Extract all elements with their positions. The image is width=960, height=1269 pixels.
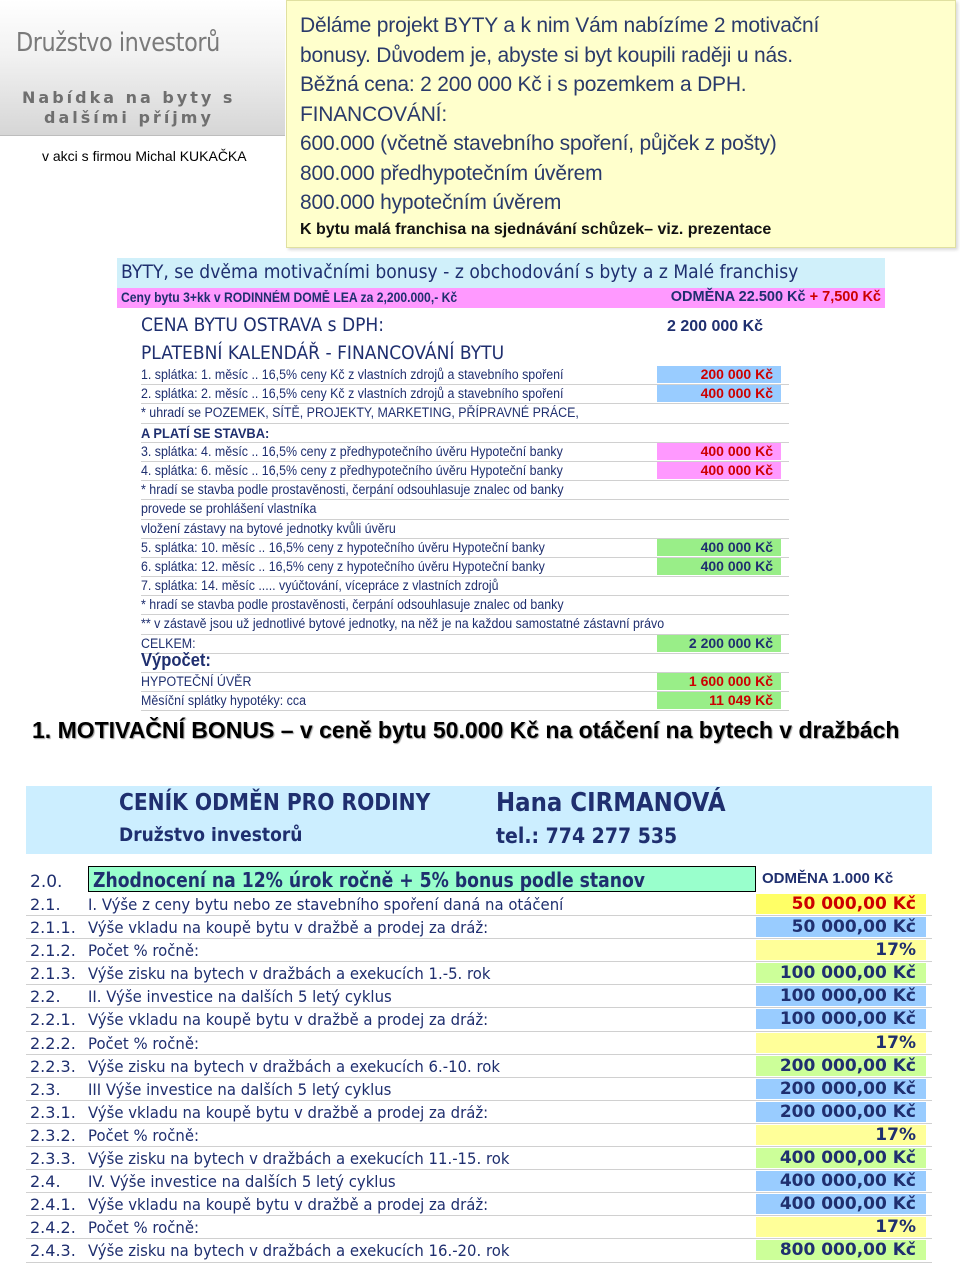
row-label: CELKEM: [141, 635, 196, 651]
table-row [141, 558, 789, 577]
sheet1-rows [141, 366, 789, 711]
info-box [286, 0, 956, 248]
row-label: 1. splátka: 1. měsíc .. 16,5% ceny Kč z vlastních zdrojů a stavebního spoření [141, 367, 564, 382]
row-value: 400 000 Kč [657, 558, 781, 575]
row-value: 17% [756, 1217, 926, 1237]
bonus-heading: 1. MOTIVAČNÍ BONUS – v ceně bytu 50.000 Kč na otáčení na bytech v dražbách [32, 717, 900, 743]
row-label: Počet % ročně: [88, 1033, 199, 1053]
table-row [26, 962, 932, 985]
sheet2-person: Hana CIRMANOVÁ [496, 788, 726, 818]
row-label: 5. splátka: 10. měsíc .. 16,5% ceny z hypotečního úvěru Hypoteční banky [141, 539, 545, 555]
row-label: Počet % ročně: [88, 941, 199, 961]
table-row [26, 985, 932, 1008]
row-value: 50 000,00 Kč [756, 917, 926, 937]
row-value: 17% [756, 1125, 926, 1145]
row-label: III Výše investice na dalších 5 letý cyklus [88, 1079, 392, 1099]
sheet1-price-value: 2 200 000 Kč [667, 318, 764, 335]
table-row [26, 1008, 932, 1031]
info-line-6: 800.000 předhypotečním úvěrem [300, 161, 603, 185]
row-value: 800 000,00 Kč [756, 1240, 926, 1260]
row-label: 7. splátka: 14. měsíc ..... vyúčtování, vícepráce z vlastních zdrojů [141, 578, 499, 594]
row-label: vložení zástavy na bytové jednotky kvůli úvěru [141, 520, 396, 536]
row-label: IV. Výše investice na dalších 5 letý cyklus [88, 1172, 396, 1192]
row-label: Měsíční splátky hypotéky: cca [141, 693, 306, 709]
row-number: 2.2.3. [30, 1056, 76, 1076]
row-number: 2.2.2. [30, 1033, 76, 1053]
row-number: 2.3.2. [30, 1125, 76, 1145]
row-label: Výše zisku na bytech v dražbách a exekucích 6.-10. rok [88, 1056, 501, 1076]
row-label: Počet % ročně: [88, 1218, 199, 1238]
sheet2-section-num: 2.0. [30, 872, 63, 892]
sheet2-subtitle: Družstvo investorů [119, 824, 303, 846]
table-row [141, 649, 789, 673]
table-row [26, 1216, 932, 1239]
row-value: 400 000,00 Kč [756, 1148, 926, 1168]
table-row [26, 1078, 932, 1101]
row-number: 2.3.3. [30, 1149, 76, 1169]
row-label: 3. splátka: 4. měsíc .. 16,5% ceny z předhypotečního úvěru Hypoteční banky [141, 443, 563, 459]
row-label: * hradí se stavba podle prostavěnosti, čerpání odsouhlasuje znalec od banky [141, 482, 564, 498]
sheet2-rows [26, 893, 932, 1263]
table-row [141, 520, 789, 539]
table-row [26, 1101, 932, 1124]
row-number: 2.2.1. [30, 1010, 76, 1030]
row-number: 2.3.1. [30, 1102, 76, 1122]
row-label: Výše zisku na bytech v dražbách a exekucích 1.-5. rok [88, 964, 491, 984]
row-label: Počet % ročně: [88, 1125, 199, 1145]
company-logo [0, 0, 285, 136]
row-label: Výše vkladu na koupě bytu v dražbě a prodej za dráž: [88, 1010, 489, 1030]
row-number: 2.4.1. [30, 1195, 76, 1215]
sheet2-section-title: Zhodnocení na 12% úrok ročně + 5% bonus podle stanov [93, 868, 646, 892]
sheet2-section-row [26, 866, 932, 894]
row-label: Výše zisku na bytech v dražbách a exekucích 11.-15. rok [88, 1149, 510, 1169]
logo-brand: Družstvo investorů [16, 28, 220, 58]
row-value: 11 049 Kč [657, 692, 781, 709]
row-value: 100 000,00 Kč [756, 986, 926, 1006]
row-value: 100 000,00 Kč [756, 963, 926, 983]
table-row [141, 539, 789, 558]
sheet1-price-label: CENA BYTU OSTRAVA s DPH: [141, 314, 385, 336]
sheet1-title: BYTY, se dvěma motivačními bonusy - z obchodování s byty a z Malé franchisy [121, 261, 799, 283]
row-label: I. Výše z ceny bytu nebo ze stavebního spoření daná na otáčení [88, 895, 564, 914]
sheet2-header [26, 786, 932, 854]
row-number: 2.1.2. [30, 941, 76, 961]
table-row [141, 692, 789, 711]
table-row [141, 596, 789, 615]
row-number: 2.1.3. [30, 964, 76, 984]
table-row [141, 424, 789, 443]
sheet1-title-bar [117, 258, 885, 288]
row-value: 200 000,00 Kč [756, 1079, 926, 1099]
sheet2-phone: tel.: 774 277 535 [496, 824, 678, 848]
row-value: 200 000,00 Kč [756, 1056, 926, 1076]
sheet2-reward: ODMĚNA 1.000 Kč [762, 870, 894, 887]
info-line-2: bonusy. Důvodem je, abyste si byt koupili raději u nás. [300, 43, 793, 67]
row-number: 2.3. [30, 1079, 61, 1099]
sheet1-reward-b: + 7,500 Kč [809, 289, 881, 305]
row-value: 2 200 000 Kč [657, 635, 781, 652]
table-row [26, 893, 932, 916]
row-label: * uhradí se POZEMEK, SÍTĚ, PROJEKTY, MARKETING, PŘÍPRAVNÉ PRÁCE, [141, 405, 579, 421]
row-label: Výše vkladu na koupě bytu v dražbě a prodej za dráž: [88, 1102, 489, 1122]
sheet1-reward [671, 289, 881, 305]
table-row [141, 404, 789, 423]
sheet1-price-bar [117, 288, 885, 308]
info-footnote: K bytu malá franchisa na sjednávání schůzek– viz. prezentace [300, 220, 772, 238]
row-label: A PLATÍ SE STAVBA: [141, 424, 270, 441]
sheet1-reward-a: ODMĚNA 22.500 Kč [670, 289, 806, 305]
table-row [141, 366, 789, 385]
info-line-1: Děláme projekt BYTY a k nim Vám nabízíme 2 motivační [300, 14, 820, 37]
table-row [141, 462, 789, 481]
row-value: 200 000,00 Kč [756, 1102, 926, 1122]
reward-pricelist-sheet [26, 786, 932, 1264]
row-value: 400 000 Kč [657, 539, 781, 556]
table-row [26, 1170, 932, 1193]
table-row [141, 443, 789, 462]
row-value: 400 000,00 Kč [756, 1171, 926, 1191]
logo-tagline-2: dalšími příjmy [44, 108, 214, 127]
table-row [26, 1124, 932, 1147]
table-row [141, 385, 789, 404]
table-row [26, 1032, 932, 1055]
sheet1-calendar-title: PLATEBNÍ KALENDÁŘ - FINANCOVÁNÍ BYTU [141, 342, 505, 364]
table-row [26, 939, 932, 962]
row-label: 2. splátka: 2. měsíc .. 16,5% ceny Kč z vlastních zdrojů a stavebního spoření [141, 386, 564, 402]
row-label: II. Výše investice na dalších 5 letý cyklus [88, 987, 392, 1007]
row-label: Výpočet: [141, 649, 211, 670]
row-value: 50 000,00 Kč [756, 894, 926, 914]
logo-tagline-1: Nabídka na byty s [22, 88, 236, 107]
row-value: 17% [756, 1033, 926, 1053]
row-label: 6. splátka: 12. měsíc .. 16,5% ceny z hypotečního úvěru Hypoteční banky [141, 558, 545, 574]
row-value: 400 000 Kč [657, 443, 781, 460]
row-value: 100 000,00 Kč [756, 1009, 926, 1029]
row-label: Výše vkladu na koupě bytu v dražbě a prodej za dráž: [88, 918, 489, 938]
row-number: 2.4.3. [30, 1241, 76, 1261]
table-row [141, 673, 789, 692]
info-line-4: FINANCOVÁNÍ: [300, 102, 447, 126]
table-row [26, 916, 932, 939]
row-value: 17% [756, 940, 926, 960]
row-number: 2.4. [30, 1172, 61, 1192]
row-label: provede se prohlášení vlastníka [141, 501, 317, 517]
row-label: 4. splátka: 6. měsíc .. 16,5% ceny z předhypotečního úvěru Hypoteční banky [141, 462, 563, 478]
row-number: 2.1.1. [30, 918, 76, 938]
table-row [141, 500, 789, 519]
row-number: 2.1. [30, 895, 61, 914]
row-label: Výše vkladu na koupě bytu v dražbě a prodej za dráž: [88, 1195, 489, 1215]
table-row [141, 481, 789, 500]
row-label: Výše zisku na bytech v dražbách a exekucích 16.-20. rok [88, 1241, 510, 1261]
info-line-3: Běžná cena: 2 200 000 Kč i s pozemkem a DPH. [300, 73, 747, 96]
row-value: 400 000 Kč [657, 462, 781, 479]
info-line-7: 800.000 hypotečním úvěrem [300, 191, 562, 214]
row-label: * hradí se stavba podle prostavěnosti, čerpání odsouhlasuje znalec od banky [141, 597, 564, 613]
row-number: 2.2. [30, 987, 61, 1007]
row-label: HYPOTEČNÍ ÚVĚR [141, 674, 252, 689]
payment-calendar-sheet [113, 258, 885, 709]
table-row [141, 635, 789, 654]
table-row [26, 1193, 932, 1216]
sheet1-price-bar-left: Ceny bytu 3+kk v RODINNÉM DOMĚ LEA za 2,200.000,- Kč [121, 290, 458, 305]
table-row [26, 1055, 932, 1078]
table-row [26, 1239, 932, 1262]
row-value: 200 000 Kč [657, 366, 781, 383]
sheet2-title: CENÍK ODMĚN PRO RODINY [119, 790, 431, 816]
sheet2-section-box [88, 866, 756, 892]
table-row [141, 577, 789, 596]
row-number: 2.4.2. [30, 1218, 76, 1238]
row-value: 400 000,00 Kč [756, 1194, 926, 1214]
table-row [26, 1147, 932, 1170]
row-value: 1 600 000 Kč [657, 673, 781, 690]
table-row [141, 615, 789, 634]
partner-text: v akci s firmou Michal KUKAČKA [42, 148, 247, 164]
row-label: ** v zástavě jsou už jednotlivé bytové jednotky, na něž je na každou samostatné zástavní právo [141, 616, 665, 632]
info-line-5: 600.000 (včetně stavebního spoření, půjček z pošty) [300, 132, 777, 155]
row-value: 400 000 Kč [657, 385, 781, 402]
